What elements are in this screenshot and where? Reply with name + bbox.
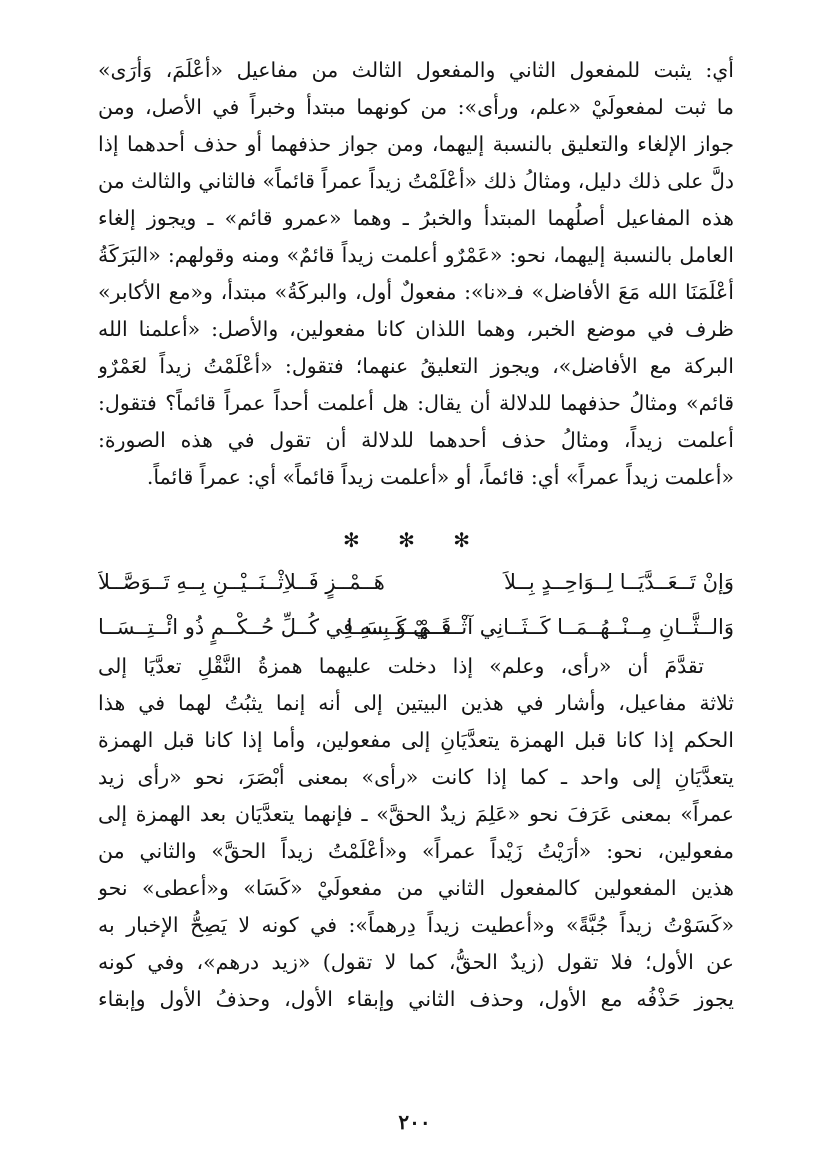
page-number: ٢٠٠ [398, 1110, 431, 1134]
verse-line-1 [98, 560, 734, 604]
text-line: العامل بالنسبة إليهما، نحو: «عَمْرٌو أعلمت زيداً قائمٌ» ومنه وقولهم: «البَرَكَةُ [98, 243, 734, 267]
verse-second-hemistich: فَــهْــوَ بِــهِ فِي كُــلِّ حُــكْــمٍ ذُو ائْــتِــسَــا [98, 615, 452, 639]
text-line: دلَّ على ذلك دليل، ومثالُ ذلك «أعْلَمْتُ زيداً عمراً قائماً» فالثاني والثالث من [98, 169, 734, 193]
paragraph-commentary-2 [98, 648, 734, 1018]
text-line: «أعلمت زيداً عمراً» أي: قائماً، أو «أعلمت زيداً قائماً» أي: عمراً قائماً. [146, 465, 734, 489]
text-line: البركة مع الأفاضل»، ويجوز التعليقُ عنهما؛ فتقول: «أعْلَمْتُ زيداً لعَمْرٌو [98, 354, 734, 378]
text-line: ظرف في موضع الخبر، وهما اللذان كانا مفعولين، والأصل: «أعلمنا الله [98, 317, 734, 341]
verse-second-hemistich: هَــمْــزٍ فَــلاِثْــنَــيْــنِ بِــهِ تَــوَصَّــلاَ [98, 570, 385, 594]
text-line: يتعدَّيَانِ إلى واحد ـ كما إذا كانت «رأى» بمعنى أبْصَرَ، نحو «رأى زيد [98, 765, 734, 789]
text-line: هذه المفاعيل أصلُهما المبتدأ والخبرُ ـ وهما «عمرو قائم» ـ ويجوز إلغاء [98, 206, 734, 230]
verse-first-hemistich: وَالــثَّــانِ مِــنْــهُــمَــا كَــثَــانِي آثْــنَــيْ كَــسَــا [346, 615, 734, 639]
verse-first-hemistich: وَإنْ تَــعَــدَّيَــا لِــوَاحِــدٍ بِــلاَ [504, 570, 734, 594]
text-line: قائم» ومثالُ حذفهما للدلالة أن يقال: هل أعلمت أحداً عمراً قائماً؟ فتقول: [98, 391, 734, 415]
text-line: عمراً» بمعنى عَرَفَ نحو «عَلِمَ زيدٌ الحقَّ» ـ فإنهما يتعدَّيَان بعد الهمزة إلى [98, 802, 734, 826]
text-line: الحكم إذا كانا قبل الهمزة يتعدَّيَانِ إلى مفعولين، وأما إذا كانا قبل الهمزة [98, 728, 734, 752]
text-line: تقدَّمَ أن «رأى، وعلم» إذا دخلت عليهما همزةُ النَّقْلِ تعدَّيَا إلى [98, 654, 704, 678]
text-line: ما ثبت لمفعولَيْ «علم، ورأى»: من كونهما مبتدأ وخبراً في الأصل، ومن [98, 95, 734, 119]
text-line: أعْلَمَنَا الله مَعَ الأفاضل» فـ«نا»: مفعولٌ أول، والبركَةُ» مبتدأ، و«مع الأكابر» [98, 280, 734, 304]
verse-line-2 [98, 605, 734, 649]
text-line: أي: يثبت للمفعول الثاني والمفعول الثالث من مفاعيل «أعْلَمَ، وَأرَى» [98, 58, 734, 82]
text-line: «كَسَوْتُ زيداً جُبَّةً» و«أعطيت زيداً دِرهماً»: في كونه لا يَصِحُّ الإخبار به [98, 913, 734, 937]
text-line: يجوز حَذْفُه مع الأول، وحذف الثاني وإبقاء الأول، وحذفُ الأول وإبقاء [98, 987, 734, 1011]
text-line: هذين المفعولين كالمفعول الثاني من مفعولَيْ «كَسَا» و«أعطى» نحو [98, 876, 734, 900]
text-line: عن الأول؛ فلا تقول (زيدٌ الحقُّ، كما لا تقول) «زيد درهم»، وفي كونه [98, 950, 734, 974]
section-separator: ✻ ✻ ✻ [343, 528, 486, 552]
text-line: أعلمت زيداً، ومثالُ حذف أحدهما للدلالة أن تقول في هذه الصورة: [98, 428, 734, 452]
paragraph-commentary-1 [98, 52, 734, 496]
text-line: جواز الإلغاء والتعليق بالنسبة إليهما، ومن جواز حذفهما أو حذف أحدهما إذا [98, 132, 734, 156]
text-line: ثلاثة مفاعيل، وأشار في هذين البيتين إلى أنه إنما يثبُتُ لهما في هذا [98, 691, 734, 715]
text-line: مفعولين، نحو: «أرَيْتُ زَيْداً عمراً» و«أعْلَمْتُ زيداً الحقَّ» والثاني من [98, 839, 734, 863]
